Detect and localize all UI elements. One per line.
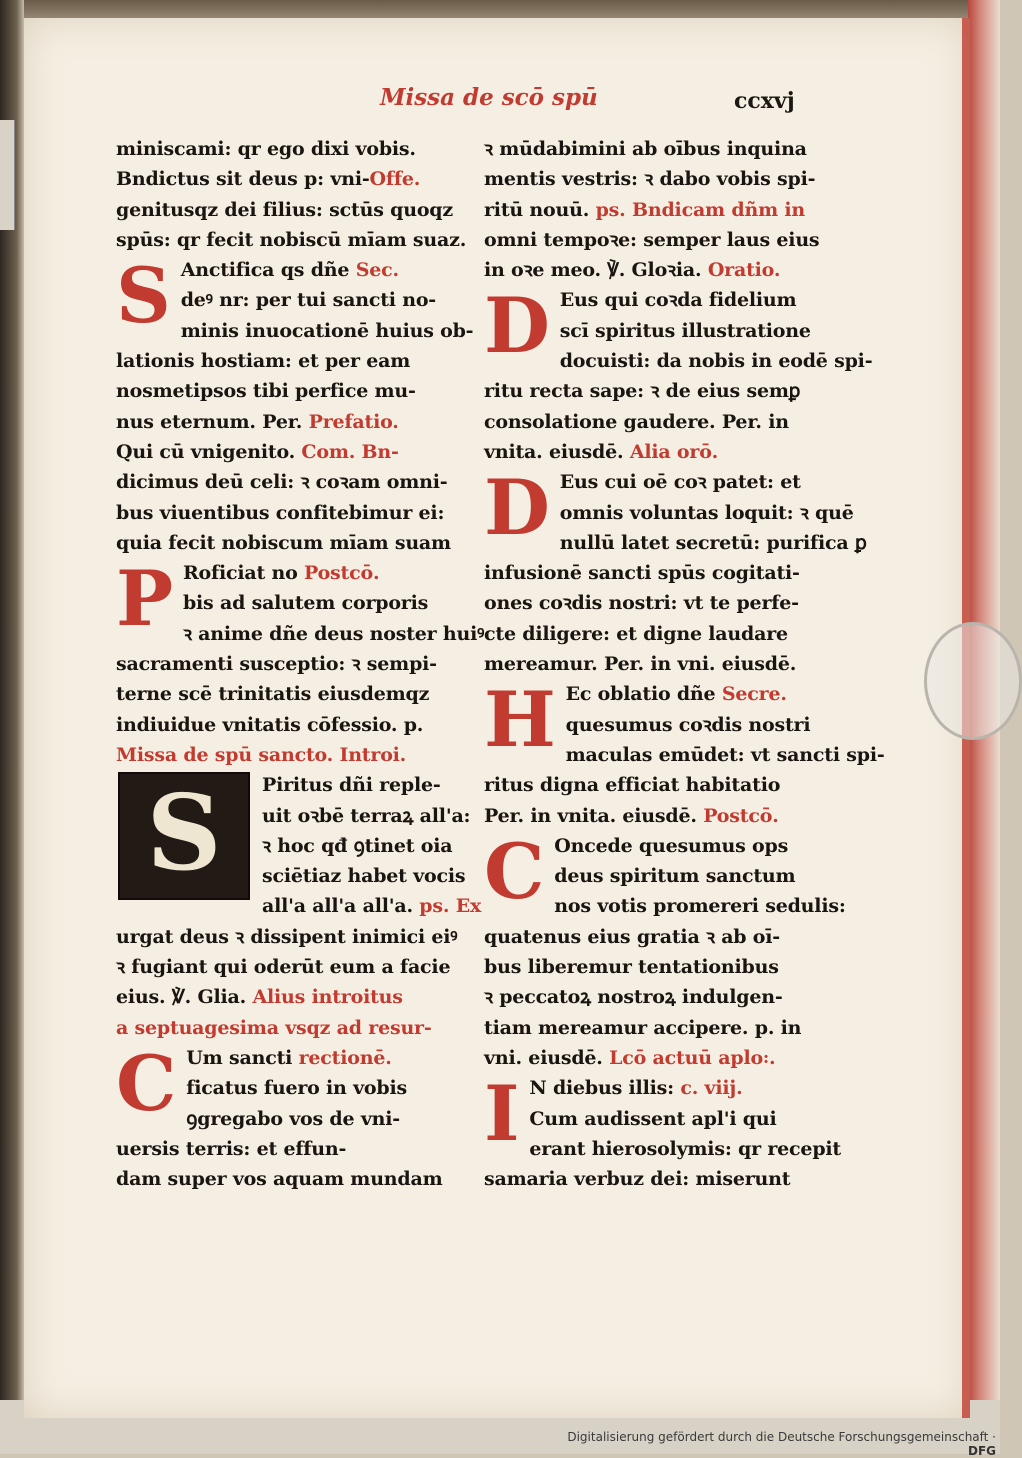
line-text: ones coꝛdis nostri: vt te perfe- <box>484 592 799 615</box>
text-line <box>484 1013 836 1043</box>
rubric-text: Sec. <box>349 259 399 282</box>
decorated-initial: D <box>484 281 550 371</box>
text-line <box>484 225 836 255</box>
line-text: Um sancti <box>186 1046 293 1069</box>
rubric-text: Oratio. <box>701 259 781 282</box>
line-text: Anctifica qs dñe <box>180 259 350 282</box>
text-line <box>116 346 468 376</box>
line-text: nus eternum. Per. <box>116 410 303 433</box>
text-line <box>484 407 836 437</box>
text-block <box>484 1069 841 1194</box>
text-line <box>484 195 836 225</box>
text-line <box>484 801 836 831</box>
decorated-initial: I <box>484 1069 520 1159</box>
text-line <box>484 134 836 164</box>
text-line <box>116 952 468 982</box>
text-line <box>116 710 468 740</box>
line-text: ꝛ fugiant qui oderūt eum a facie <box>116 956 451 979</box>
line-text: Qui cū vnigenito. <box>116 440 296 463</box>
line-text: docuisti: da nobis in eodē spi- <box>559 350 873 373</box>
line-text: erant hierosolymis: qr recepit <box>529 1137 841 1160</box>
line-text: maculas emūdet: vt sancti spi- <box>565 743 885 766</box>
line-text: sacramenti susceptio: ꝛ sempi- <box>116 653 437 676</box>
text-line <box>116 164 468 194</box>
line-text: mereamur. Per. in vni. eiusdē. <box>484 653 797 676</box>
line-text: Roficiat no <box>182 562 298 585</box>
text-line <box>484 1134 841 1164</box>
text-line <box>484 982 836 1012</box>
line-text: uit oꝛbē terraꝝ all'a: <box>262 804 471 827</box>
line-text: lationis hostiam: et per eam <box>116 350 411 373</box>
line-text: Eus cui oē coꝛ patet: et <box>559 471 801 494</box>
line-text: cte diligere: et digne laudare <box>484 622 788 645</box>
text-line <box>484 922 836 952</box>
initial-block <box>484 281 873 467</box>
line-text: minis inuocationē huius ob- <box>180 319 474 342</box>
line-text: nos votis promereri sedulis: <box>554 895 846 918</box>
line-text: Bndictus sit deus p: vni- <box>116 168 370 191</box>
text-line <box>116 1013 468 1043</box>
text-line <box>116 376 468 406</box>
line-text: ꝛ peccatoꝝ nostroꝝ indulgen- <box>484 986 783 1009</box>
text-line <box>116 982 468 1012</box>
text-line <box>484 770 836 800</box>
line-text: bus liberemur tentationibus <box>484 956 779 979</box>
line-text: genitusqz dei filius: sctūs quoqz <box>116 198 453 221</box>
line-text: Oncede quesumus ops <box>554 834 789 857</box>
line-text: Piritus dñi reple- <box>262 774 441 797</box>
line-text: omni tempoꝛe: semper laus eius <box>484 228 820 251</box>
text-line <box>484 649 836 679</box>
line-text: samaria verbuz dei: miserunt <box>484 1168 791 1191</box>
binding-clip <box>0 120 15 230</box>
rubric-text: Prefatio. <box>302 410 399 433</box>
line-text: Cum audissent apl'i qui <box>529 1107 777 1130</box>
text-column-right <box>484 134 885 1194</box>
line-text: nullū latet secretū: purifica ꝑ <box>559 531 867 554</box>
text-block <box>116 134 468 255</box>
line-text: quatenus eius gratia ꝛ ab oī- <box>484 925 780 948</box>
line-text: vnita. eiusdē. <box>484 440 624 463</box>
line-text: bis ad salutem corporis <box>182 592 429 615</box>
text-line <box>116 195 468 225</box>
line-text: deus spiritum sanctum <box>554 865 796 888</box>
woodcut-initial <box>118 772 250 900</box>
digitization-credit <box>560 1430 996 1458</box>
line-text: eius. ℣. Glia. <box>116 986 247 1009</box>
text-line <box>116 437 468 467</box>
decorated-initial: C <box>484 826 545 916</box>
text-line <box>116 407 468 437</box>
decorated-initial: D <box>484 463 550 553</box>
line-text: in oꝛe meo. ℣. Gloꝛia. <box>484 259 702 282</box>
text-line <box>484 1073 836 1103</box>
rubric-text: a septuagesima vsqz ad resur- <box>116 1016 432 1039</box>
text-line <box>484 619 836 649</box>
line-text: bus viuentibus confitebimur ei: <box>116 501 445 524</box>
line-text: ꝯgregabo vos de vni- <box>186 1107 400 1130</box>
line-text: Eus qui coꝛda fidelium <box>559 289 797 312</box>
initial-block <box>484 1069 841 1194</box>
text-line <box>484 558 836 588</box>
text-line <box>116 498 468 528</box>
decorated-initial: H <box>484 675 556 765</box>
line-text: urgat deus ꝛ dissipent inimici eiꝰ <box>116 925 458 948</box>
initial-block <box>484 826 846 1073</box>
page-clip <box>924 622 1022 740</box>
text-line <box>116 649 468 679</box>
running-head: Missa de scō spū <box>380 84 598 111</box>
folio-number: ccxvj <box>734 88 795 114</box>
text-line <box>484 588 836 618</box>
text-block <box>116 922 468 1043</box>
line-text: spūs: qr fecit nobiscū mīam suaz. <box>116 228 467 251</box>
text-line <box>484 1164 836 1194</box>
text-line <box>116 225 468 255</box>
rubric-text: Postcō. <box>297 562 380 585</box>
line-text: omnis voluntas loquit: ꝛ quē <box>559 501 854 524</box>
text-line <box>116 922 468 952</box>
line-text: miniscami: qr ego dixi vobis. <box>116 138 416 160</box>
line-text: terne scē trinitatis eiusdemqz <box>116 683 430 706</box>
rubric-text: c. viij. <box>673 1077 743 1100</box>
decorated-initial: S <box>116 251 171 341</box>
line-text: ritus digna efficiat habitatio <box>484 774 781 797</box>
rubric-text: Offe. <box>369 168 421 191</box>
line-text: ritū nouū. <box>484 198 590 221</box>
rubric-text: rectionē. <box>292 1046 392 1069</box>
line-text: N diebus illis: <box>529 1077 674 1100</box>
rubric-text: Postcō. <box>696 804 779 827</box>
woodcut-letter: S <box>146 771 222 895</box>
text-line <box>484 376 836 406</box>
text-line <box>484 1104 836 1134</box>
text-line <box>116 1134 468 1164</box>
rubric-text: Lcō actuū aplo꞉. <box>602 1046 776 1069</box>
text-line <box>116 679 468 709</box>
line-text: vni. eiusdē. <box>484 1046 603 1069</box>
text-line <box>116 467 468 497</box>
line-text: scī spiritus illustratione <box>559 319 811 342</box>
line-text: ꝛ hoc qđ ꝯtinet oia <box>262 834 453 857</box>
line-text: ficatus fuero in vobis <box>186 1077 408 1100</box>
line-text: consolatione gaudere. Per. in <box>484 410 789 433</box>
text-line <box>484 164 836 194</box>
initial-block <box>484 463 867 679</box>
initial-block <box>116 1038 468 1194</box>
initial-block <box>484 675 885 830</box>
rubric-heading: Missa de spū sancto. Introi. <box>116 743 407 766</box>
rubric-text: Com. Bn- <box>295 440 399 463</box>
woodcut-block <box>116 770 482 921</box>
line-text: ꝛ anime dñe deus noster huiꝰ <box>182 622 485 645</box>
text-block <box>484 134 836 285</box>
text-line <box>116 1164 468 1194</box>
dfg-logo: DFG <box>967 1444 996 1458</box>
credit-text: Digitalisierung gefördert durch die Deutsche Forschungsgemeinschaft · <box>567 1430 996 1444</box>
line-text: mentis vestris: ꝛ dabo vobis spi- <box>484 168 816 191</box>
text-line <box>484 255 836 285</box>
line-text: ꝛ mūdabimini ab oībus inquina <box>484 138 807 160</box>
line-text: Per. in vnita. eiusdē. <box>484 804 697 827</box>
line-text: Ec oblatio dñe <box>565 683 716 706</box>
line-text: tiam mereamur accipere. p. in <box>484 1016 802 1039</box>
line-text: infusionē sancti spūs cogitati- <box>484 562 800 585</box>
line-text: deꝰ nr: per tui sancti no- <box>180 289 436 312</box>
rubric-text: Alia orō. <box>623 440 719 463</box>
line-text: quia fecit nobiscum mīam suam <box>116 531 451 554</box>
rubric-text: ps. Bndicam dñm in <box>589 198 806 221</box>
text-line <box>484 437 836 467</box>
rubric-text: ps. Ex <box>412 895 482 918</box>
text-line <box>116 134 468 164</box>
text-line <box>116 528 468 558</box>
text-line <box>484 1043 836 1073</box>
rubric-text: Secre. <box>715 683 787 706</box>
line-text: dicimus deū celi: ꝛ coꝛam omni- <box>116 471 448 494</box>
text-column-left <box>116 134 485 1194</box>
line-text: ritu recta sape: ꝛ de eius semꝑ <box>484 380 801 403</box>
rubric-text: Alius introitus <box>246 986 403 1009</box>
decorated-initial: P <box>116 554 173 644</box>
initial-block <box>116 251 474 558</box>
line-text: all'a all'a all'a. <box>262 895 413 918</box>
line-text: quesumus coꝛdis nostri <box>565 713 811 736</box>
line-text: nosmetipsos tibi perfice mu- <box>116 380 416 403</box>
line-text: uersis terris: et effun- <box>116 1137 347 1160</box>
line-text: dam super vos aquam mundam <box>116 1168 443 1191</box>
decorated-initial: C <box>116 1038 177 1128</box>
line-text: indiuidue vnitatis cōfessio. p. <box>116 713 424 736</box>
text-line <box>484 952 836 982</box>
line-text: sciētiaz habet vocis <box>262 865 466 888</box>
initial-block <box>116 554 485 740</box>
